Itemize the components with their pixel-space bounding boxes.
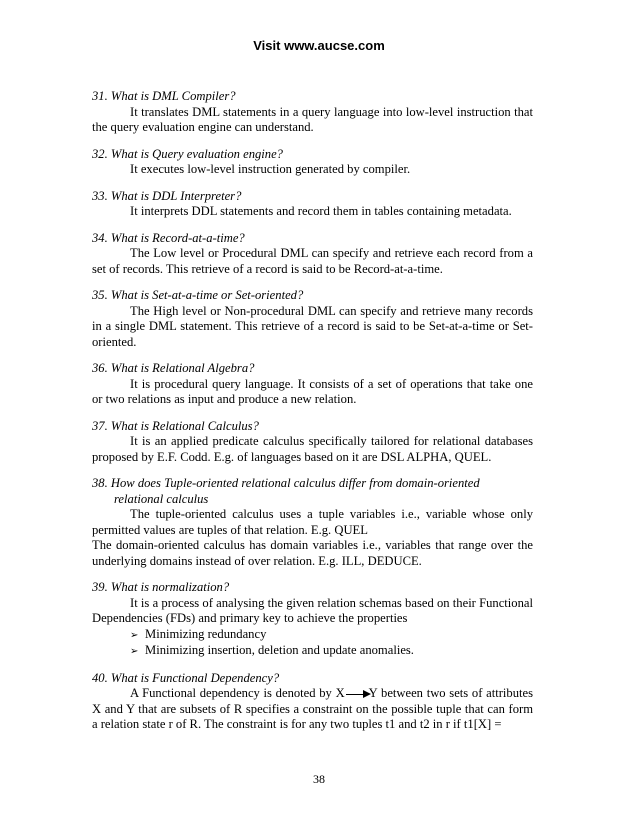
question: 36. What is Relational Algebra?	[92, 361, 255, 375]
qa-33	[92, 189, 533, 220]
answer: It interprets DDL statements and record them in tables containing metadata.	[130, 204, 512, 218]
answer-continued: The domain-oriented calculus has domain variables i.e., variables that range over the underlying domains instead of over relation. E.g. ILL, DEDUCE.	[92, 538, 533, 568]
question: 40. What is Functional Dependency?	[92, 670, 280, 685]
qa-39	[92, 580, 533, 660]
answer: The Low level or Procedural DML can specify and retrieve each record from a set of records. This retrieve of a record is said to be Record-at-a-time.	[92, 246, 533, 276]
bullet-text: Minimizing redundancy	[145, 626, 267, 641]
question: 38. How does Tuple-oriented relational calculus differ from domain-oriented	[92, 476, 480, 490]
site-header: Visit www.aucse.com	[253, 38, 385, 53]
question: 34. What is Record-at-a-time?	[92, 230, 245, 245]
answer: The tuple-oriented calculus uses a tuple variables i.e., variable whose only permitted values are tuples of that relation. E.g. QUEL	[92, 507, 533, 537]
answer: The High level or Non-procedural DML can specify and retrieve many records in a single DML statement. This retrieve of a record is said to be Set-at-a-time or Set-oriented.	[92, 303, 533, 349]
qa-37	[92, 419, 533, 466]
bullet-item	[92, 643, 533, 660]
answer: It translates DML statements in a query language into low-level instruction that the query evaluation engine can understand.	[92, 104, 533, 134]
content	[92, 89, 533, 744]
answer-text-after: Y between two sets of attributes X and Y that are subsets of R specifies a constraint on the possible tuple that can form a relation state r of R. The constraint is for any two tuples t1 and t2 in r if t1[X] =	[92, 686, 533, 731]
qa-40	[92, 671, 533, 733]
arrowhead-bullet-icon: ➢	[130, 646, 139, 657]
question-continued: relational calculus	[114, 491, 209, 506]
answer: It is a process of analysing the given relation schemas based on their Functional Dependencies (FDs) and primary key to achieve the properties	[92, 595, 533, 625]
bullet-text: Minimizing insertion, deletion and update anomalies.	[145, 643, 414, 657]
question: 35. What is Set-at-a-time or Set-oriented?	[92, 288, 304, 302]
question: 39. What is normalization?	[92, 580, 230, 594]
qa-34	[92, 231, 533, 278]
question: 32. What is Query evaluation engine?	[92, 146, 283, 161]
answer: It executes low-level instruction generated by compiler.	[130, 162, 411, 176]
page-number: 38	[313, 772, 325, 786]
answer	[92, 686, 533, 733]
right-arrow-icon	[346, 694, 369, 695]
question: 31. What is DML Compiler?	[92, 89, 236, 103]
qa-38	[92, 476, 533, 569]
answer: It is procedural query language. It consists of a set of operations that take one or two relations as input and produce a new relation.	[92, 376, 533, 406]
question: 33. What is DDL Interpreter?	[92, 188, 242, 203]
qa-32	[92, 147, 533, 178]
qa-31	[92, 89, 533, 136]
qa-36	[92, 361, 533, 408]
answer-text-before: A Functional dependency is denoted by X	[130, 686, 345, 700]
question: 37. What is Relational Calculus?	[92, 418, 259, 433]
arrowhead-bullet-icon: ➢	[130, 629, 139, 641]
qa-35	[92, 288, 533, 350]
answer: It is an applied predicate calculus specifically tailored for relational databases proposed by E.F. Codd. E.g. of languages based on it are DSL ALPHA, QUEL.	[92, 434, 533, 464]
bullet-item	[92, 627, 533, 644]
